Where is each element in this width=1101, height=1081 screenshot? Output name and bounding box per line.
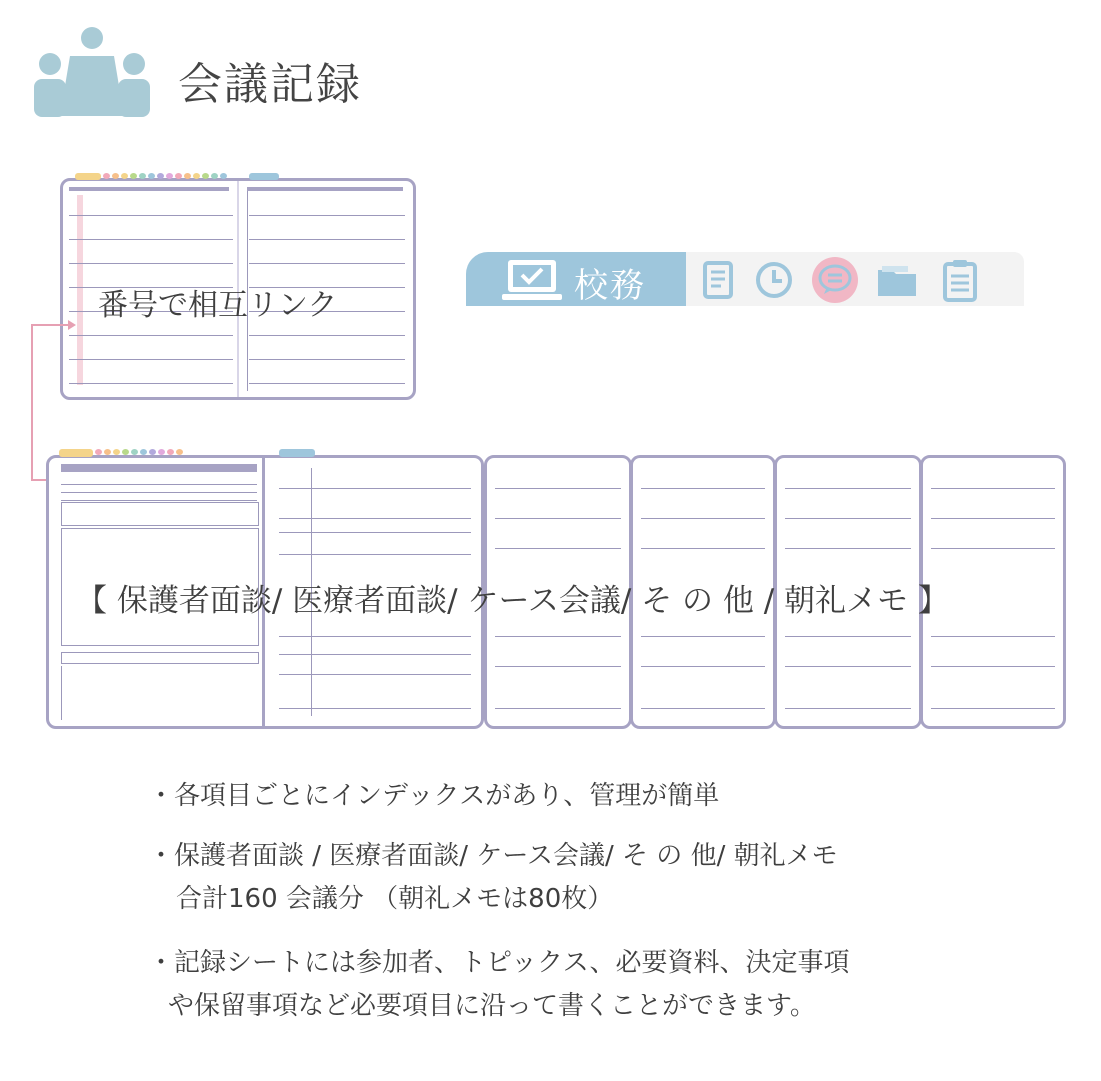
bullet-2-line-2: 合計160 会議分 （朝礼メモは80枚） xyxy=(176,884,614,914)
index-tab-right xyxy=(249,173,279,180)
navbar-sample xyxy=(466,252,1024,306)
nav-active-label: 校務 xyxy=(574,266,646,306)
clipboard-icon xyxy=(942,258,978,306)
chat-bubble-icon xyxy=(810,256,860,308)
link-caption: 番号で相互リンク xyxy=(98,288,338,323)
meeting-types-caption: 【 保護者面談/ 医療者面談/ ケース会議/ そ の 他 / 朝礼メモ 】 xyxy=(76,583,949,619)
folder-icon xyxy=(876,262,918,302)
page-title: 会議記録 xyxy=(178,59,362,110)
computer-check-icon xyxy=(502,258,562,306)
bullet-3-line-2: や保留事項など必要項目に沿って書くことができます。 xyxy=(168,991,816,1021)
index-tabs xyxy=(75,173,227,180)
bullet-1: ・各項目ごとにインデックスがあり、管理が簡単 xyxy=(148,781,720,811)
document-icon xyxy=(702,260,736,304)
bullet-3-line-1: ・記録シートには参加者、トピックス、必要資料、決定事項 xyxy=(148,948,850,978)
clock-icon xyxy=(754,260,794,304)
bullet-2-line-1: ・保護者面談 / 医療者面談/ ケース会議/ そ の 他/ 朝礼メモ xyxy=(148,841,838,871)
